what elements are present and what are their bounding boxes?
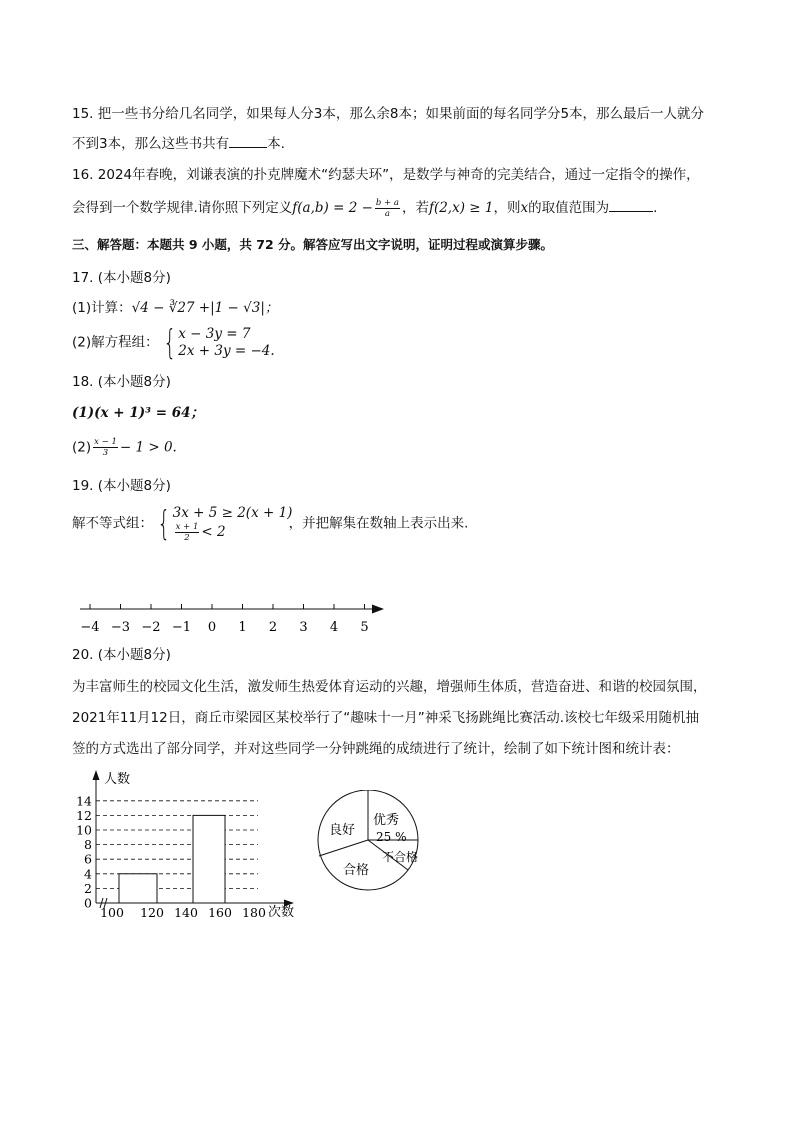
q16-line2-a: 会得到一个数学规律.请你照下列定义 xyxy=(72,200,293,216)
q16-fraction xyxy=(375,198,400,219)
number-line-tick-label: 0 xyxy=(207,620,217,635)
number-line-tick-label: 4 xyxy=(329,620,339,635)
q17-p1-expr: √4 − ∛27 +|1 − √3|； xyxy=(131,300,279,316)
number-line-tick-label: 2 xyxy=(268,620,278,635)
q20-line3: 签的方式选出了部分同学，并对这些同学一分钟跳绳的成绩进行了统计，绘制了如下统计图和统计表： xyxy=(72,741,680,757)
number-line-tick-label: −2 xyxy=(141,620,161,635)
pie-label-good: 良好 xyxy=(329,823,356,838)
frac-num: b + a xyxy=(375,197,399,208)
q16-line2-b: ，若 xyxy=(401,200,429,216)
equation-system xyxy=(178,326,274,360)
answer-blank[interactable] xyxy=(229,133,267,148)
q16-line1: 16. 2024年春晚，刘谦表演的扑克牌魔术“约瑟夫环”，是数学与神奇的完美结合，通过一定指令的操作， xyxy=(72,167,700,183)
q15-line2-a: 不到3本，那么这些书共有 xyxy=(72,136,230,152)
arrow-icon xyxy=(372,605,384,614)
q16-line2 xyxy=(72,197,657,219)
q19-body xyxy=(72,505,468,543)
number-line-tick-label: 5 xyxy=(360,620,369,635)
q19-header: 19. (本小题8分) xyxy=(72,478,171,494)
q19-tail: ，并把解集在数轴上表示出来. xyxy=(288,515,469,532)
q18-p2-rest: − 1 > 0. xyxy=(119,439,177,456)
x-tick-label: 120 xyxy=(140,905,164,920)
y-tick-label: 8 xyxy=(84,837,92,853)
y-axis-arrow-icon xyxy=(93,770,100,780)
q16-line2-d: 的取值范围为 xyxy=(528,200,610,216)
brace-icon: { xyxy=(162,323,176,363)
section-title: 三、解答题：本题共 9 小题，共 72 分。解答应写出文字说明，证明过程或演算步骤。 xyxy=(72,237,554,252)
pie-value-excellent: 25 % xyxy=(376,830,407,844)
q16-func: f(a,b) = 2 − xyxy=(292,200,373,216)
y-tick-label: 14 xyxy=(76,793,92,809)
y-tick-label: 6 xyxy=(84,851,92,867)
q18-header: 18. (本小题8分) xyxy=(72,374,171,390)
x-axis-label: 次数 xyxy=(268,905,295,920)
equation-1: x − 3y = 7 xyxy=(178,326,251,342)
x-tick-label: 160 xyxy=(208,905,232,920)
q16-line2-e: . xyxy=(653,200,658,216)
q17-part1 xyxy=(72,298,278,318)
q20-header: 20. (本小题8分) xyxy=(72,647,171,663)
frac-den: 2 xyxy=(184,533,190,543)
q19-fraction xyxy=(175,522,200,543)
pie-divider xyxy=(319,840,368,856)
q17-p1-label: (1)计算： xyxy=(72,300,132,316)
histogram-bar xyxy=(193,815,225,903)
x-tick-label: 180 xyxy=(242,905,266,920)
number-line-tick-label: 1 xyxy=(238,620,247,635)
brace-icon: { xyxy=(157,504,171,544)
q17-header: 17. (本小题8分) xyxy=(72,270,171,286)
q20-line2: 2021年11月12日，商丘市梁园区某校举行了“趣味十一月”神采飞扬跳绳比赛活动.该校七年级采用随机抽 xyxy=(72,710,699,726)
q19-label: 解不等式组： xyxy=(72,515,153,532)
y-tick-label: 4 xyxy=(84,866,92,882)
pie-label-pass: 合格 xyxy=(343,863,370,878)
x-tick-label: 100 xyxy=(100,905,124,920)
number-line xyxy=(70,598,390,638)
pie-label-excellent: 优秀 xyxy=(373,813,400,828)
answer-blank[interactable] xyxy=(609,197,653,212)
number-line-tick-label: −1 xyxy=(171,620,192,635)
q17-p2-label: (2)解方程组： xyxy=(72,334,159,351)
y-axis-label: 人数 xyxy=(104,772,131,787)
histogram-bar xyxy=(119,874,157,903)
q15-line2-b: 本. xyxy=(267,136,285,152)
y-tick-label: 0 xyxy=(84,895,92,911)
q17-part2 xyxy=(72,323,275,363)
number-line-tick-label: 3 xyxy=(299,620,308,635)
x-tick-label: 140 xyxy=(174,905,198,920)
q20-line1: 为丰富师生的校园文化生活，激发师生热爱体育运动的兴趣，增强师生体质，营造奋进、和谐的校园氛围， xyxy=(72,679,707,695)
q15-line2 xyxy=(72,133,285,154)
inequality-2-rest: < 2 xyxy=(201,524,226,540)
q16-var: x xyxy=(520,200,529,216)
inequality-1: 3x + 5 ≥ 2(x + 1) xyxy=(172,505,293,521)
q18-part1: (1)(x + 1)³ = 64； xyxy=(72,405,205,421)
q16-line2-c: ，则 xyxy=(493,200,521,216)
y-tick-label: 12 xyxy=(76,807,92,823)
q18-part2 xyxy=(72,437,177,458)
number-line-tick-label: −3 xyxy=(110,620,131,635)
histogram-chart xyxy=(72,768,312,920)
pie-label-fail: 不合格 xyxy=(382,850,419,864)
inequality-system xyxy=(172,505,293,543)
equation-2: 2x + 3y = −4. xyxy=(178,343,275,359)
frac-num: x − 1 xyxy=(94,437,117,447)
q18-p2-label: (2) xyxy=(72,439,92,456)
q18-fraction xyxy=(93,437,118,458)
frac-den: 3 xyxy=(102,448,109,458)
frac-num: x + 1 xyxy=(175,522,199,532)
number-line-tick-label: −4 xyxy=(80,620,100,635)
pie-chart xyxy=(312,790,432,900)
frac-den: a xyxy=(384,208,390,219)
y-tick-label: 10 xyxy=(76,822,92,838)
y-tick-label: 2 xyxy=(84,880,92,896)
q15-line1: 15. 把一些书分给几名同学，如果每人分3本，那么余8本；如果前面的每名同学分5本，那么最后一人就分 xyxy=(72,106,705,122)
q16-cond: f(2,x) ≥ 1 xyxy=(428,200,494,216)
